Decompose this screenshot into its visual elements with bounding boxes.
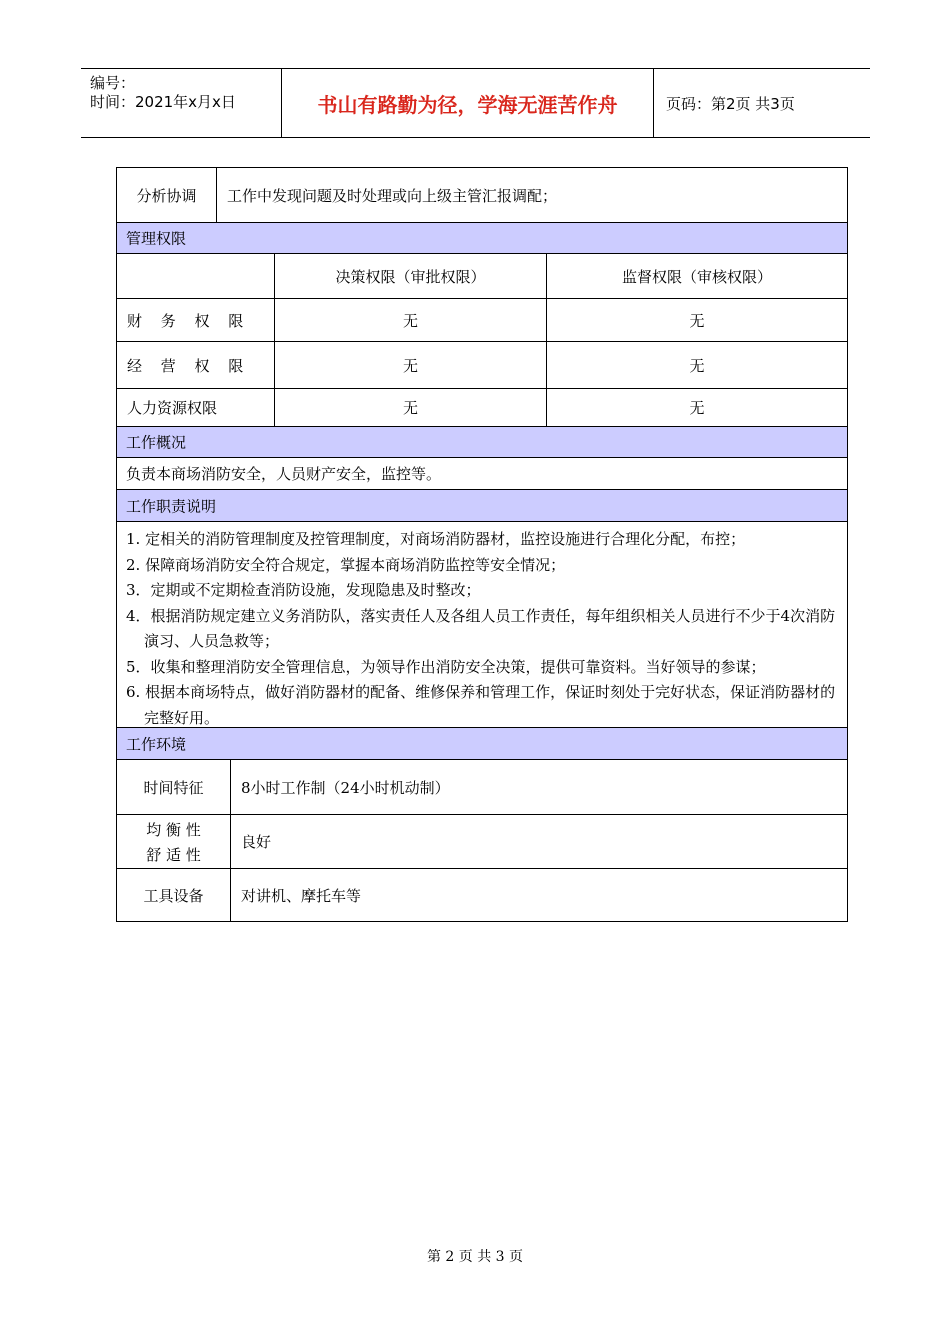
- environment-value: 对讲机、摩托车等: [241, 886, 362, 905]
- authority-row: [117, 342, 847, 389]
- environment-label-line: 舒 适 性: [146, 845, 201, 864]
- duty-item: 2. 保障商场消防安全符合规定，掌握本商场消防监控等安全情况；: [126, 555, 566, 574]
- page-footer: 第 2 页 共 3 页: [426, 1249, 524, 1265]
- decision-value: 无: [275, 389, 547, 426]
- overview-row: [117, 458, 847, 490]
- page-info: 页码：第2页 共3页: [666, 95, 795, 113]
- duties-list: [126, 527, 842, 731]
- job-description-table: [116, 167, 848, 922]
- header-motto: 书山有路勤为径，学海无涯苦作舟: [282, 69, 654, 137]
- environment-section-header: [117, 728, 847, 760]
- document-header: [81, 68, 870, 138]
- authority-row: [117, 389, 847, 427]
- authority-row-label: 经 营 权 限: [117, 342, 275, 388]
- decision-value: 无: [275, 299, 547, 341]
- overview-title: 工作概况: [126, 433, 187, 452]
- environment-value: 良好: [241, 833, 272, 851]
- environment-label: [117, 815, 231, 868]
- authority-corner: [117, 254, 275, 298]
- duty-item: 3．定期或不定期检查消防设施，发现隐患及时整改；: [126, 581, 481, 599]
- duty-item: 6. 根据本商场特点，做好消防器材的配备、维修保养和管理工作，保证时刻处于完好状态，保证消防器材的完整好用。: [126, 683, 836, 727]
- environment-row: [117, 760, 847, 815]
- decision-value: 无: [275, 342, 547, 388]
- authority-header-row: [117, 254, 847, 299]
- authority-section-header: [117, 223, 847, 254]
- analysis-text: 工作中发现问题及时处理或向上级主管汇报调配；: [227, 186, 558, 205]
- supervision-value: 无: [689, 399, 705, 417]
- environment-label: 时间特征: [117, 760, 231, 814]
- number-label: 编号：: [90, 74, 136, 92]
- decision-column-header: 决策权限（审批权限）: [275, 254, 547, 298]
- environment-label: 工具设备: [117, 869, 231, 921]
- header-meta: [81, 69, 282, 137]
- supervision-value: 无: [689, 311, 705, 330]
- duty-item: 1. 定相关的消防管理制度及控管理制度，对商场消防器材，监控设施进行合理化分配，布控；: [126, 530, 746, 548]
- environment-label-line: 均 衡 性: [146, 820, 201, 839]
- environment-row: [117, 815, 847, 869]
- authority-title: 管理权限: [126, 229, 187, 248]
- analysis-row: [117, 168, 847, 223]
- duties-section-header: [117, 490, 847, 522]
- environment-value: 8小时工作制（24小时机动制）: [241, 778, 450, 797]
- time-label: 时间：2021年x月x日: [90, 93, 236, 111]
- overview-section-header: [117, 427, 847, 458]
- duty-item: 5．收集和整理消防安全管理信息，为领导作出消防安全决策，提供可靠资料。当好领导的参谋；: [126, 657, 766, 676]
- environment-row: [117, 869, 847, 921]
- supervision-column-header: 监督权限（审核权限）: [621, 267, 772, 286]
- authority-row-label: 人力资源权限: [117, 389, 275, 426]
- authority-row: [117, 299, 847, 342]
- overview-text: 负责本商场消防安全，人员财产安全，监控等。: [126, 465, 442, 483]
- duties-title: 工作职责说明: [126, 497, 217, 515]
- duties-row: [117, 522, 847, 728]
- duty-item: 4．根据消防规定建立义务消防队，落实责任人及各组人员工作责任，每年组织相关人员进行不少于4次消防演习、人员急救等；: [126, 606, 836, 650]
- authority-row-label: 财 务 权 限: [117, 299, 275, 341]
- supervision-value: 无: [689, 356, 705, 375]
- analysis-label: 分析协调: [117, 168, 217, 222]
- environment-title: 工作环境: [126, 735, 187, 753]
